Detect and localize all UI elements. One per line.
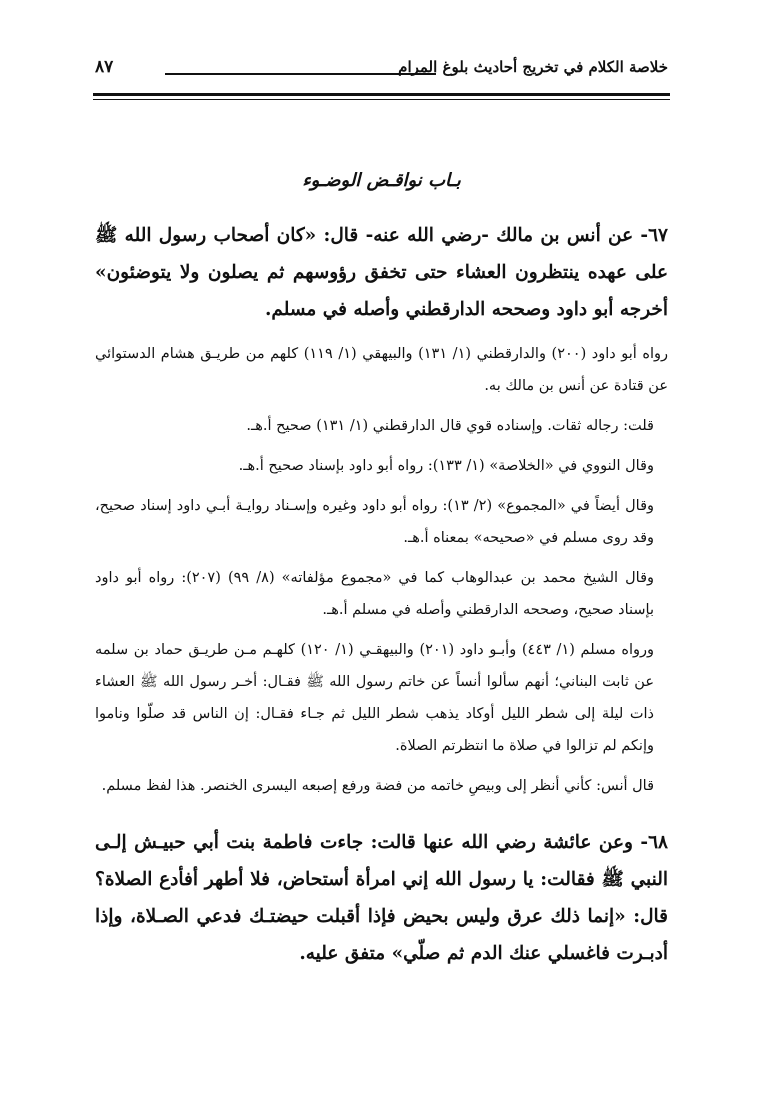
running-header (95, 56, 668, 88)
hadith-67: ٦٧- عن أنس بن مالك -رضي الله عنه- قال: «كان أصحاب رسول الله ﷺ على عهده ينتظرون العشاء حتى تخفق رؤوسهم ثم يصلون ولا يتوضئون» أخرجه أبو داود وصححه الدارقطني وأصله في مسلم. (95, 225, 668, 320)
commentary-paragraph: ورواه مسلم (١/ ٤٤٣) وأبـو داود (٢٠١) والبيهقـي (١/ ١٢٠) كلهـم مـن طريـق حماد بن سلمه عن ثابت البناني؛ أنهم سألوا أنساً عن خاتم رسول الله ﷺ فقـال: أخـر رسول الله ﷺ العشاء ذات ليلة إلى شطر الليل أوكاد يذهب شطر الليل ثم جـاء فقـال: إن الناس قد صلّوا وناموا وإنكم لم تزالوا في صلاة ما انتظرتم الصلاة. (95, 642, 654, 754)
commentary-paragraph: رواه أبو داود (٢٠٠) والدارقطني (١/ ١٣١) والبيهقي (١/ ١١٩) كلهم من طريـق هشام الدستوائي عن قتادة عن أنس بن مالك به. (95, 346, 669, 394)
commentary-paragraph: قال أنس: كأني أنظر إلى وبيصِ خاتمه من فضة ورفع إصبعه اليسرى الخنصر. هذا لفظ مسلم. (101, 778, 654, 794)
page-number: ٨٧ (95, 57, 114, 77)
hadith-68: ٦٨- وعن عائشة رضي الله عنها قالت: جاءت فاطمة بنت أبي حبيـش إلـى النبي ﷺ فقالت: يا رسول الله إني امرأة أستحاض، فلا أطهر أفأدع الصلاة؟ قال: «إنما ذلك عرق وليس بحيض فإذا أقبلت حيضتـك فدعي الصـلاة، وإذا أدبـرت فاغسلي عنك الدم ثم صلّي» متفق عليه. (95, 832, 668, 964)
commentary-paragraph: وقال الشيخ محمد بن عبدالوهاب كما في «مجموع مؤلفاته» (٨/ ٩٩) (٢٠٧): رواه أبو داود بإسناد صحيح، وصححه الدارقطني وأصله في مسلم أ.هـ. (95, 570, 655, 618)
header-rule (165, 73, 436, 75)
page-content (95, 170, 668, 982)
chapter-title: بـاب نواقـض الوضـوء (302, 170, 461, 191)
header-double-rule (93, 93, 670, 100)
commentary-paragraph: وقال النووي في «الخلاصة» (١/ ١٣٣): رواه أبو داود بإسناد صحيح أ.هـ. (238, 458, 654, 474)
commentary-paragraph: قلت: رجاله ثقات. وإسناده قوي قال الدارقطني (١/ ١٣١) صحيح أ.هـ. (246, 418, 654, 434)
running-header-title: خلاصة الكلام في تخريج أحاديث بلوغ المرام (398, 58, 668, 76)
commentary-paragraph: وقال أيضاً في «المجموع» (٢/ ١٣): رواه أبو داود وغيره وإسـناد روايـة أبـي داود إسناد صحيح، وقد روى مسلم في «صحيحه» بمعناه أ.هـ. (95, 498, 655, 546)
